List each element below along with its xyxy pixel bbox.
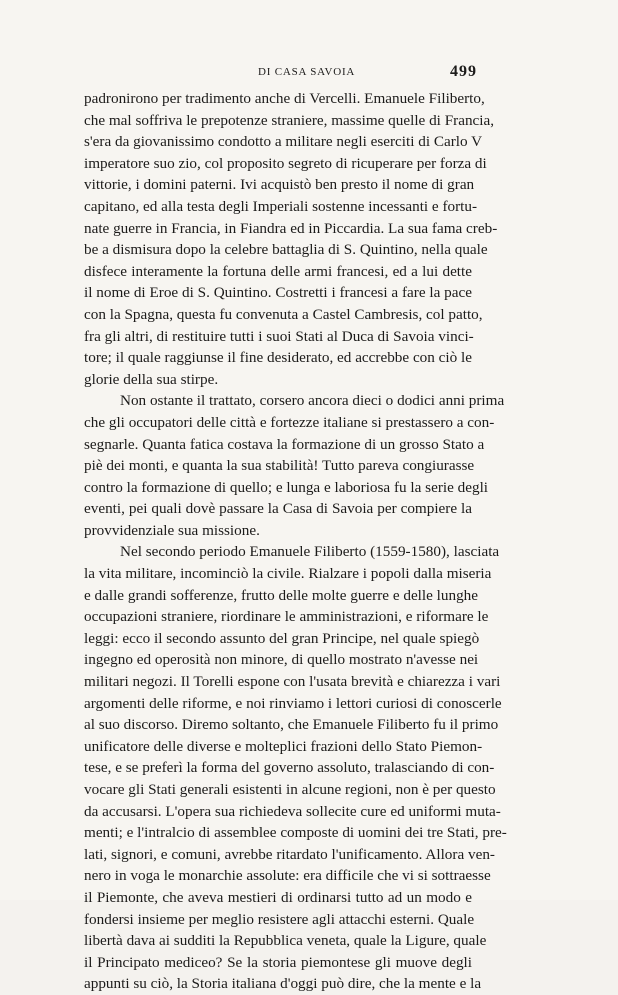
text-line: che mal soffriva le prepotenze straniere, massime quelle di Francia,	[84, 111, 495, 129]
text-line: imperatore suo zio, col proposito segreto di ricuperare per forza di	[84, 154, 487, 172]
paragraph	[84, 541, 507, 994]
text-line: lati, signori, e comuni, avrebbe ritardato l'unificamento. Allora ven-	[84, 845, 495, 863]
text-line: che gli occupatori delle città e fortezze italiane si prestassero a con-	[84, 413, 495, 431]
text-line: provvidenziale sua missione.	[84, 521, 260, 539]
text-line: e dalle grandi sofferenze, frutto delle molte guerre e delle lunghe	[84, 586, 478, 604]
text-line: unificatore delle diverse e molteplici frazioni dello Stato Piemon-	[84, 737, 483, 755]
text-line: ingegno ed operosità non minore, di quello mostrato n'avesse nei	[84, 651, 479, 669]
paragraph	[84, 390, 505, 541]
text-line: s'era da giovanissimo condotto a militare negli eserciti di Carlo V	[84, 133, 483, 151]
text-line: eventi, pei quali dovè passare la Casa di Savoia per compiere la	[84, 500, 472, 518]
text-line: appunti su ciò, la Storia italiana d'oggi può dire, che la mente e la	[84, 975, 482, 993]
text-line: fra gli altri, di restituire tutti i suoi Stati al Duca di Savoia vinci-	[84, 327, 474, 345]
text-line: il Principato mediceo? Se la storia piemontese gli muove degli	[84, 953, 472, 971]
text-line: be a dismisura dopo la celebre battaglia di S. Quintino, nella quale	[84, 241, 488, 259]
text-line: vittorie, i domini paterni. Ivi acquistò ben presto il nome di gran	[84, 176, 475, 194]
text-line: il nome di Eroe di S. Quintino. Costretti i francesi a fare la pace	[84, 284, 472, 302]
text-line: capitano, ed alla testa degli Imperiali sostenne incessanti e fortu-	[84, 197, 478, 215]
text-line: con la Spagna, questa fu convenuta a Castel Cambresis, col patto,	[84, 305, 483, 323]
text-line: segnarle. Quanta fatica costava la formazione di un grosso Stato a	[84, 435, 485, 453]
text-line: la vita militare, incominciò la civile. Rialzare i popoli dalla miseria	[84, 565, 492, 583]
text-line: al suo discorso. Diremo soltanto, che Emanuele Filiberto fu il primo	[84, 716, 499, 734]
text-line: piè dei monti, e quanta la sua stabilità! Tutto pareva congiurasse	[84, 457, 475, 475]
text-line: il Piemonte, che aveva mestieri di ordinarsi tutto ad un modo e	[84, 888, 472, 906]
running-title: DI CASA SAVOIA	[258, 66, 356, 78]
text-line: menti; e l'intralcio di assemblee composte di uomini dei tre Stati, pre-	[84, 824, 507, 842]
text-line: militari negozi. Il Torelli espone con l'usata brevità e chiarezza i vari	[84, 673, 501, 691]
text-line: glorie della sua stirpe.	[84, 370, 219, 388]
paragraph	[84, 88, 498, 390]
text-line: fondersi insieme per meglio resistere agli attacchi esterni. Quale	[84, 910, 475, 928]
text-line: argomenti delle riforme, e noi rinviamo i lettori curiosi di conoscerle	[84, 694, 502, 712]
text-line: nero in voga le monarchie assolute: era difficile che vi si sottraesse	[84, 867, 491, 885]
text-line: nate guerre in Francia, in Fiandra ed in Piccardia. La sua fama creb-	[84, 219, 498, 237]
text-line: da accusarsi. L'opera sua richiedeva sollecite cure ed uniformi muta-	[84, 802, 501, 820]
running-head	[0, 63, 618, 86]
text-line: libertà dava ai sudditi la Repubblica veneta, quale la Ligure, quale	[84, 932, 487, 950]
text-line: tese, e se preferì la forma del governo assoluto, tralasciando di con-	[84, 759, 495, 777]
text-line: vocare gli Stati generali esistenti in alcune regioni, non è per questo	[84, 781, 496, 798]
text-line: Non ostante il trattato, corsero ancora dieci o dodici anni prima	[120, 392, 505, 410]
page-number: 499	[450, 63, 477, 80]
body-text	[84, 88, 507, 995]
text-line: contro la formazione di quello; e lunga e laboriosa fu la serie degli	[84, 478, 489, 496]
text-line: padronirono per tradimento anche di Vercelli. Emanuele Filiberto,	[84, 90, 485, 107]
text-line: leggi: ecco il secondo assunto del gran Principe, nel quale spiegò	[84, 629, 480, 647]
text-line: Nel secondo periodo Emanuele Filiberto (1559-1580), lasciata	[120, 543, 500, 561]
text-line: occupazioni straniere, riordinare le amministrazioni, e riformare le	[84, 608, 489, 626]
text-line: tore; il quale raggiunse il fine desiderato, ed accrebbe con ciò le	[84, 349, 472, 367]
text-line: disfece interamente la fortuna delle armi francesi, ed a lui dette	[84, 262, 472, 280]
